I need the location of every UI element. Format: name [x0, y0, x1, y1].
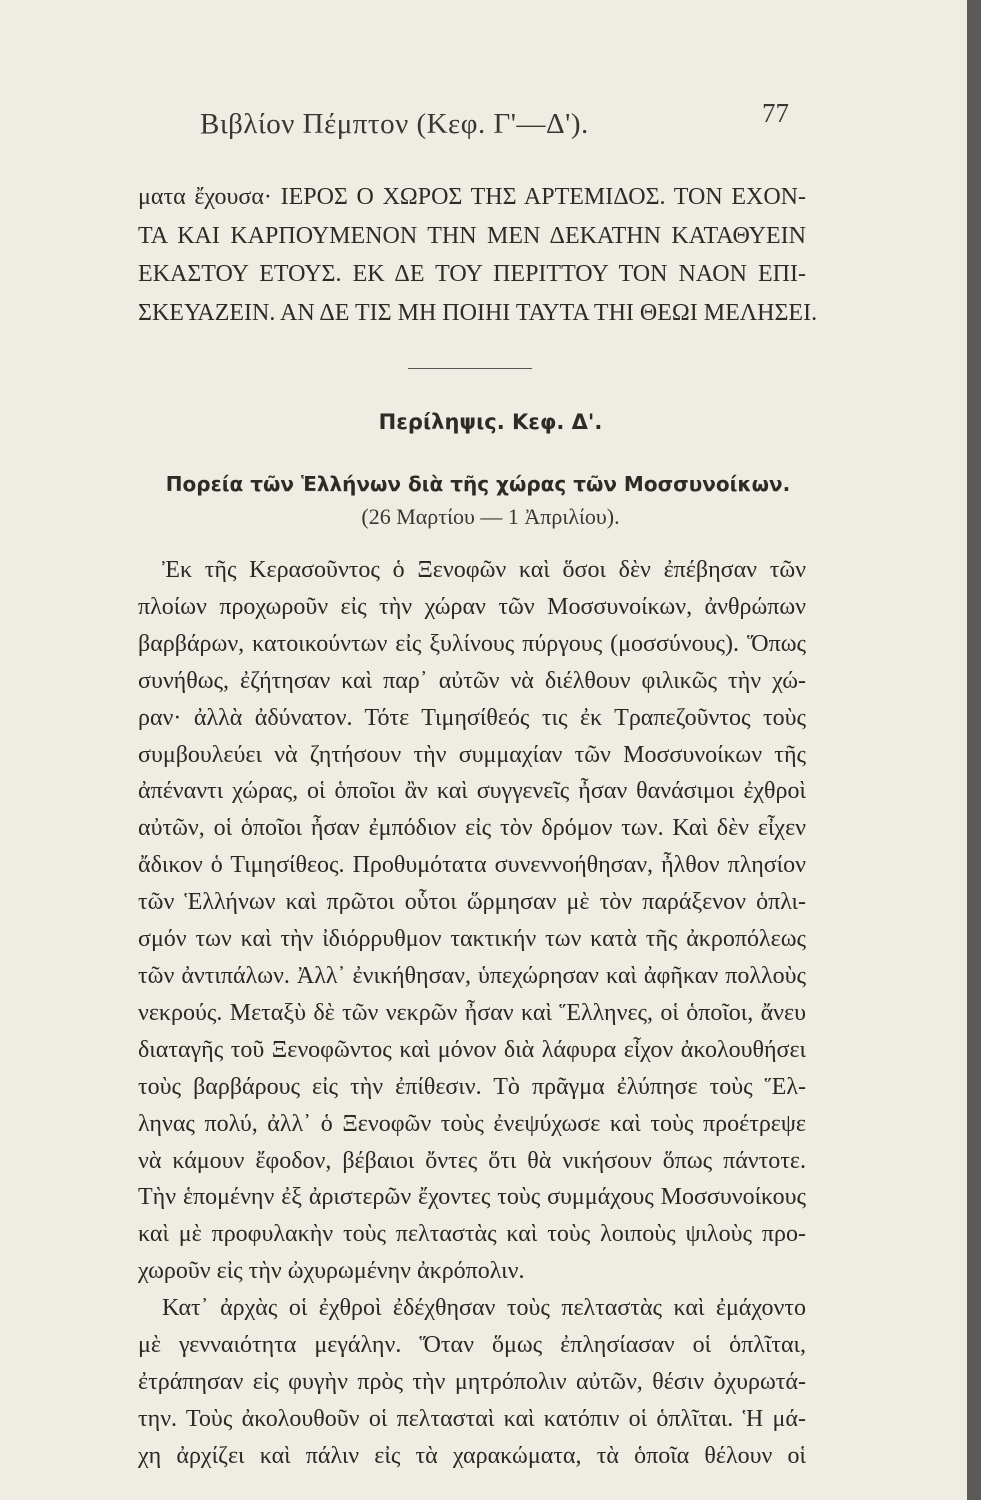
- text-line: συνήθως, ἐζήτησαν καὶ παρ᾽ αὐτῶν νὰ διέλθουν φιλικῶς τὴν χώ-: [138, 667, 806, 694]
- text-line: συμβουλεύει νὰ ζητήσουν τὴν συμμαχίαν τῶν Μοσσυνοίκων τῆς: [138, 741, 806, 768]
- chapter-dates: (26 Μαρτίου — 1 Ἀπριλίου).: [361, 504, 620, 529]
- section-divider: [408, 368, 532, 369]
- text-line: διαταγῆς τοῦ Ξενοφῶντος καὶ μόνον διὰ λάφυρα εἶχον ἀκολουθήσει: [138, 1036, 806, 1063]
- text-line: τοὺς βαρβάρους εἰς τὴν ἐπίθεσιν. Τὸ πρᾶγμα ἐλύπησε τοὺς Ἕλ-: [138, 1073, 806, 1100]
- text-line: ἐτράπησαν εἰς φυγὴν πρὸς τὴν μητρόπολιν αὐτῶν, θέσιν ὀχυρωτά-: [138, 1368, 806, 1395]
- text-line: αὐτῶν, οἱ ὁποῖοι ἦσαν ἐμπόδιον εἰς τὸν δρόμον των. Καὶ δὲν εἶχεν: [138, 815, 806, 842]
- running-title: Βιβλίον Πέμπτον (Κεφ. Γ'—Δ').: [200, 108, 589, 140]
- inscription-line: ΣΚΕΥΑΖΕΙΝ. ΑΝ ΔΕ ΤΙΣ ΜΗ ΠΟΙΗΙ ΤΑΥΤΑ ΤΗΙ ΘΕΩΙ ΜΕΛΗΣΕΙ.: [138, 299, 818, 326]
- text-line: Τὴν ἑπομένην ἐξ ἀριστερῶν ἔχοντες τοὺς συμμάχους Μοσσυνοίκους: [138, 1184, 806, 1211]
- text-line: τῶν Ἑλλήνων καὶ πρῶτοι οὗτοι ὥρμησαν μὲ τὸν παράξενον ὁπλι-: [138, 889, 806, 916]
- text-line: ἄδικον ὁ Τιμησίθεος. Προθυμότατα συνεννοήθησαν, ἦλθον πλησίον: [138, 852, 806, 879]
- text-line: χωροῦν εἰς τὴν ὠχυρωμένην ἀκρόπολιν.: [138, 1258, 525, 1285]
- page-edge-shadow: [967, 0, 981, 1500]
- page-number: 77: [762, 98, 789, 128]
- text-line: πλοίων προχωροῦν εἰς τὴν χώραν τῶν Μοσσυνοίκων, ἀνθρώπων: [138, 593, 806, 620]
- text-line: νεκρούς. Μεταξὺ δὲ τῶν νεκρῶν ἦσαν καὶ Ἕλληνες, οἱ ὁποῖοι, ἄνευ: [138, 999, 806, 1026]
- text-line: καὶ μὲ προφυλακὴν τοὺς πελταστὰς καὶ τοὺς λοιποὺς ψιλοὺς προ-: [138, 1221, 806, 1248]
- text-line: σμόν των καὶ τὴν ἰδιόρρυθμον τακτικήν των κατὰ τῆς ἀκροπόλεως: [138, 926, 806, 953]
- text-line: Κατ᾽ ἀρχὰς οἱ ἐχθροὶ ἐδέχθησαν τοὺς πελταστὰς καὶ ἐμάχοντο: [162, 1295, 806, 1322]
- chapter-title: Περίληψις. Κεφ. Δ'.: [378, 410, 603, 434]
- text-line: ραν· ἀλλὰ ἀδύνατον. Τότε Τιμησίθεός τις ἐκ Τραπεζοῦντος τοὺς: [138, 704, 806, 731]
- body-text: [138, 552, 806, 1475]
- text-line: μὲ γενναιότητα μεγάλην. Ὅταν ὅμως ἐπλησίασαν οἱ ὁπλῖται,: [138, 1332, 806, 1359]
- text-line: ληνας πολύ, ἀλλ᾽ ὁ Ξενοφῶν τοὺς ἐνεψύχωσε καὶ τοὺς προέτρεψε: [138, 1110, 806, 1137]
- inscription-block: [138, 178, 818, 332]
- inscription-line: ματα ἔχουσα· ΙΕΡΟΣ Ο ΧΩΡΟΣ ΤΗΣ ΑΡΤΕΜΙΔΟΣ. ΤΟΝ ΕΧΟΝ-: [138, 184, 806, 210]
- chapter-subtitle: Πορεία τῶν Ἑλλήνων διὰ τῆς χώρας τῶν Μοσσυνοίκων.: [165, 472, 791, 496]
- text-line: χη ἀρχίζει καὶ πάλιν εἰς τὰ χαρακώματα, τὰ ὁποῖα θέλουν οἱ: [138, 1442, 806, 1469]
- text-line: την. Τοὺς ἀκολουθοῦν οἱ πελτασταὶ καὶ κατόπιν οἱ ὁπλῖται. Ἡ μά-: [138, 1405, 806, 1432]
- text-line: τῶν ἀντιπάλων. Ἀλλ᾽ ἐνικήθησαν, ὑπεχώρησαν καὶ ἀφῆκαν πολλοὺς: [138, 962, 806, 989]
- inscription-line: ΕΚΑΣΤΟΥ ΕΤΟΥΣ. ΕΚ ΔΕ ΤΟΥ ΠΕΡΙΤΤΟΥ ΤΟΝ ΝΑΟΝ ΕΠΙ-: [138, 261, 806, 287]
- text-line: βαρβάρων, κατοικούντων εἰς ξυλίνους πύργους (μοσσύνους). Ὅπως: [138, 630, 806, 657]
- text-line: ἀπέναντι χώρας, οἱ ὁποῖοι ἂν καὶ συγγενεῖς ἦσαν θανάσιμοι ἐχθροὶ: [138, 778, 806, 805]
- text-line: Ἐκ τῆς Κερασοῦντος ὁ Ξενοφῶν καὶ ὅσοι δὲν ἐπέβησαν τῶν: [162, 557, 806, 583]
- text-line: νὰ κάμουν ἔφοδον, βέβαιοι ὄντες ὅτι θὰ νικήσουν ὅπως πάντοτε.: [138, 1147, 806, 1174]
- inscription-line: ΤΑ ΚΑΙ ΚΑΡΠΟΥΜΕΝΟΝ ΤΗΝ ΜΕΝ ΔΕΚΑΤΗΝ ΚΑΤΑΘΥΕΙΝ: [138, 222, 806, 249]
